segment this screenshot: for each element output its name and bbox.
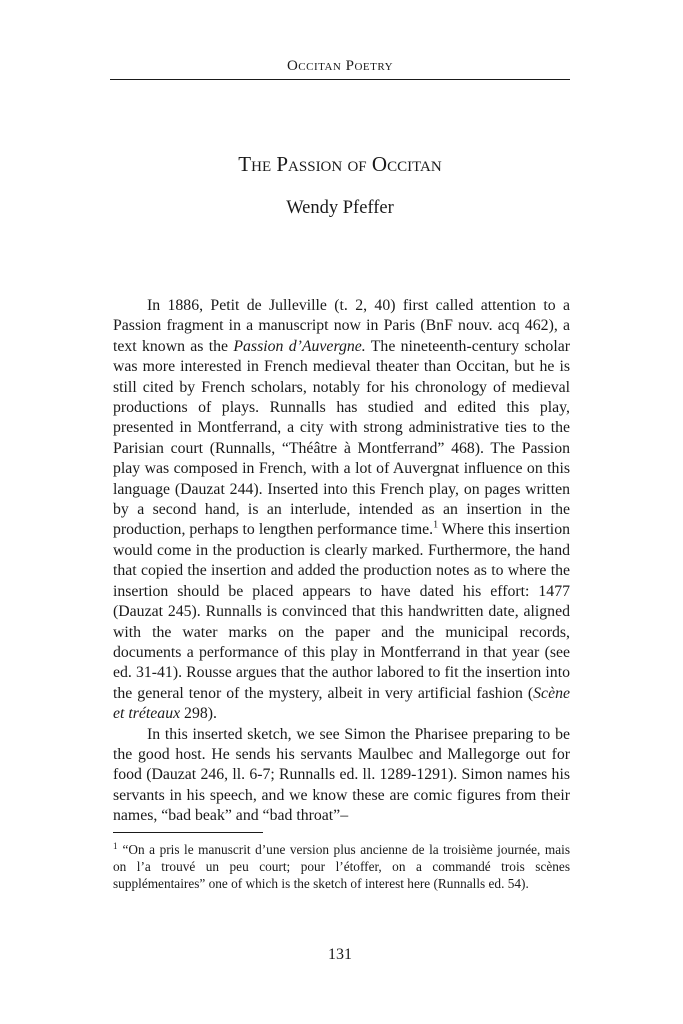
body-text (113, 296, 570, 827)
footnote-reference[interactable]: 1 (433, 520, 439, 532)
paragraph-1-text-a: In 1886, Petit de Julleville (t. 2, 40) first called attention to a Passion fragment in a manuscript now in Paris (BnF nouv. acq 462), a text known as the (113, 297, 570, 355)
paragraph-1-text-b: The nineteenth-century scholar was more interested in French medieval theater than Occitan, but he is still cited by French scholars, notably for his chronology of medieval productions of plays. Runnalls has studied and edited this play, presented in Montferrand, a city with strong administrative ties to the Parisian court (Runnalls, “Théâtre à Montferrand” 468). The Passion play was composed in French, with a lot of Auvergnat influence on this language (Dauzat 244). Inserted into this French play, on pages written by a second hand, is an interlude, intended as an insertion in the production, perhaps to lengthen performance time. (113, 337, 570, 539)
footnote-text: “On a pris le manuscrit d’une version plus ancienne de la troisième journée, mais on l’a trouvé un peu court; pour l’étoffer, on a commandé trois scènes supplémentaires” one of which is the sketch of interest here (Runnalls ed. 54). (113, 842, 570, 892)
paragraph-2: In this inserted sketch, we see Simon the Pharisee preparing to be the good host. He sends his servants Maulbec and Mallegorge out for food (Dauzat 246, ll. 6-7; Runnalls ed. ll. 1289-1291). Simon names his servants in his speech, and we know these are comic figures from their names, “bad beak” and “bad throat”– (113, 725, 570, 825)
header-rule (110, 79, 570, 80)
article-title: The Passion of Occitan (238, 152, 442, 176)
running-head: Occitan Poetry (286, 58, 394, 74)
italic-title-passion: Passion d’Auvergne. (233, 337, 366, 355)
paragraph-1 (113, 296, 570, 725)
footnote-rule (113, 832, 263, 833)
italic-title-scene: Scène et tréteaux (113, 684, 570, 723)
page-number: 131 (328, 946, 352, 963)
paragraph-1-text-c: Where this insertion would come in the production is clearly marked. Furthermore, the hand that copied the insertion and added the production notes as to where the insertion should be placed appears to have dated his effort: 1477 (Dauzat 245). Runnalls is convinced that this handwritten date, aligned with the water marks on the paper and the municipal records, documents a performance of this play in Montferrand in that year (see ed. 31-41). Rousse argues that the author labored to fit the insertion into the general tenor of the mystery, albeit in very artificial fashion ( (113, 521, 570, 702)
footnote-marker: 1 (113, 840, 118, 851)
footnote (113, 841, 570, 893)
paragraph-1-text-d: 298). (180, 705, 217, 723)
author-name: Wendy Pfeffer (286, 198, 394, 218)
